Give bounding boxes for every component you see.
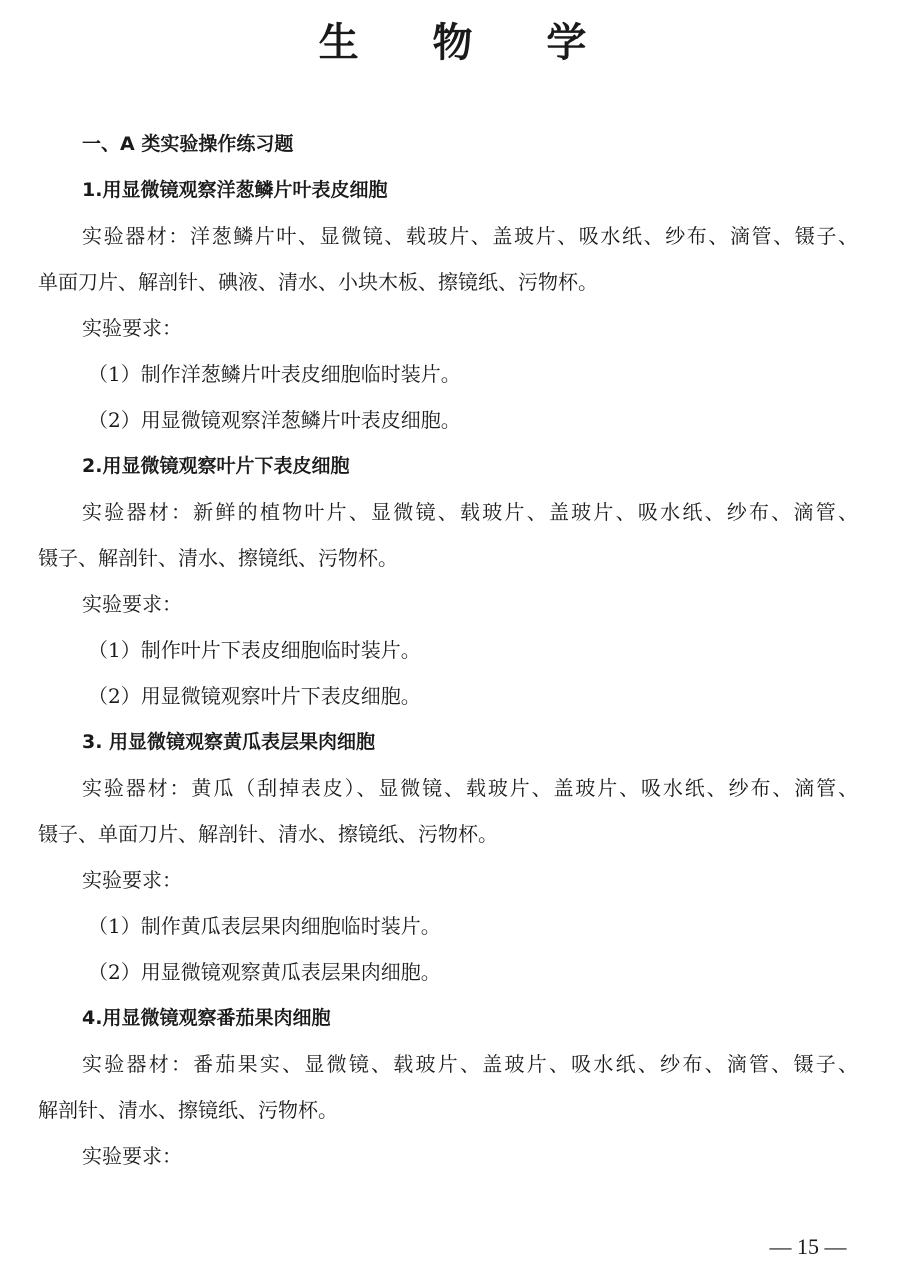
experiment-2-requirement-2: （2）用显微镜观察叶片下表皮细胞。	[88, 684, 421, 708]
experiment-1-requirement-2: （2）用显微镜观察洋葱鳞片叶表皮细胞。	[88, 408, 461, 432]
experiment-4-materials-line-1: 实验器材：番茄果实、显微镜、载玻片、盖玻片、吸水纸、纱布、滴管、镊子、	[82, 1052, 858, 1076]
experiment-3-materials-line-2: 镊子、单面刀片、解剖针、清水、擦镜纸、污物杯。	[38, 822, 498, 846]
experiment-2-materials-line-1: 实验器材：新鲜的植物叶片、显微镜、载玻片、盖玻片、吸水纸、纱布、滴管、	[82, 500, 858, 524]
experiment-3-requirement-1: （1）制作黄瓜表层果肉细胞临时装片。	[88, 914, 441, 938]
experiment-2-requirement-1: （1）制作叶片下表皮细胞临时装片。	[88, 638, 421, 662]
experiment-1-materials-line-2: 单面刀片、解剖针、碘液、清水、小块木板、擦镜纸、污物杯。	[38, 270, 598, 294]
section-heading: 一、A 类实验操作练习题	[82, 133, 294, 155]
experiment-3-requirement-2: （2）用显微镜观察黄瓜表层果肉细胞。	[88, 960, 441, 984]
page-number: — 15 —	[769, 1234, 847, 1259]
experiment-3-materials-line-1: 实验器材：黄瓜（刮掉表皮）、显微镜、载玻片、盖玻片、吸水纸、纱布、滴管、	[82, 776, 858, 800]
experiment-3-title: 3. 用显微镜观察黄瓜表层果肉细胞	[82, 731, 376, 753]
experiment-4-title: 4.用显微镜观察番茄果肉细胞	[82, 1007, 331, 1029]
experiment-2-requirements-label: 实验要求：	[82, 592, 182, 616]
page-title: 生 物 学	[318, 20, 617, 66]
experiment-4-materials-line-2: 解剖针、清水、擦镜纸、污物杯。	[38, 1098, 338, 1122]
experiment-3-requirements-label: 实验要求：	[82, 868, 182, 892]
experiment-4-requirements-label: 实验要求：	[82, 1144, 182, 1168]
experiment-1-title: 1.用显微镜观察洋葱鳞片叶表皮细胞	[82, 179, 388, 201]
experiment-2-title: 2.用显微镜观察叶片下表皮细胞	[82, 455, 350, 477]
experiment-1-requirement-1: （1）制作洋葱鳞片叶表皮细胞临时装片。	[88, 362, 461, 386]
experiment-2-materials-line-2: 镊子、解剖针、清水、擦镜纸、污物杯。	[38, 546, 398, 570]
experiment-1-materials-line-1: 实验器材：洋葱鳞片叶、显微镜、载玻片、盖玻片、吸水纸、纱布、滴管、镊子、	[82, 224, 858, 248]
experiment-1-requirements-label: 实验要求：	[82, 316, 182, 340]
